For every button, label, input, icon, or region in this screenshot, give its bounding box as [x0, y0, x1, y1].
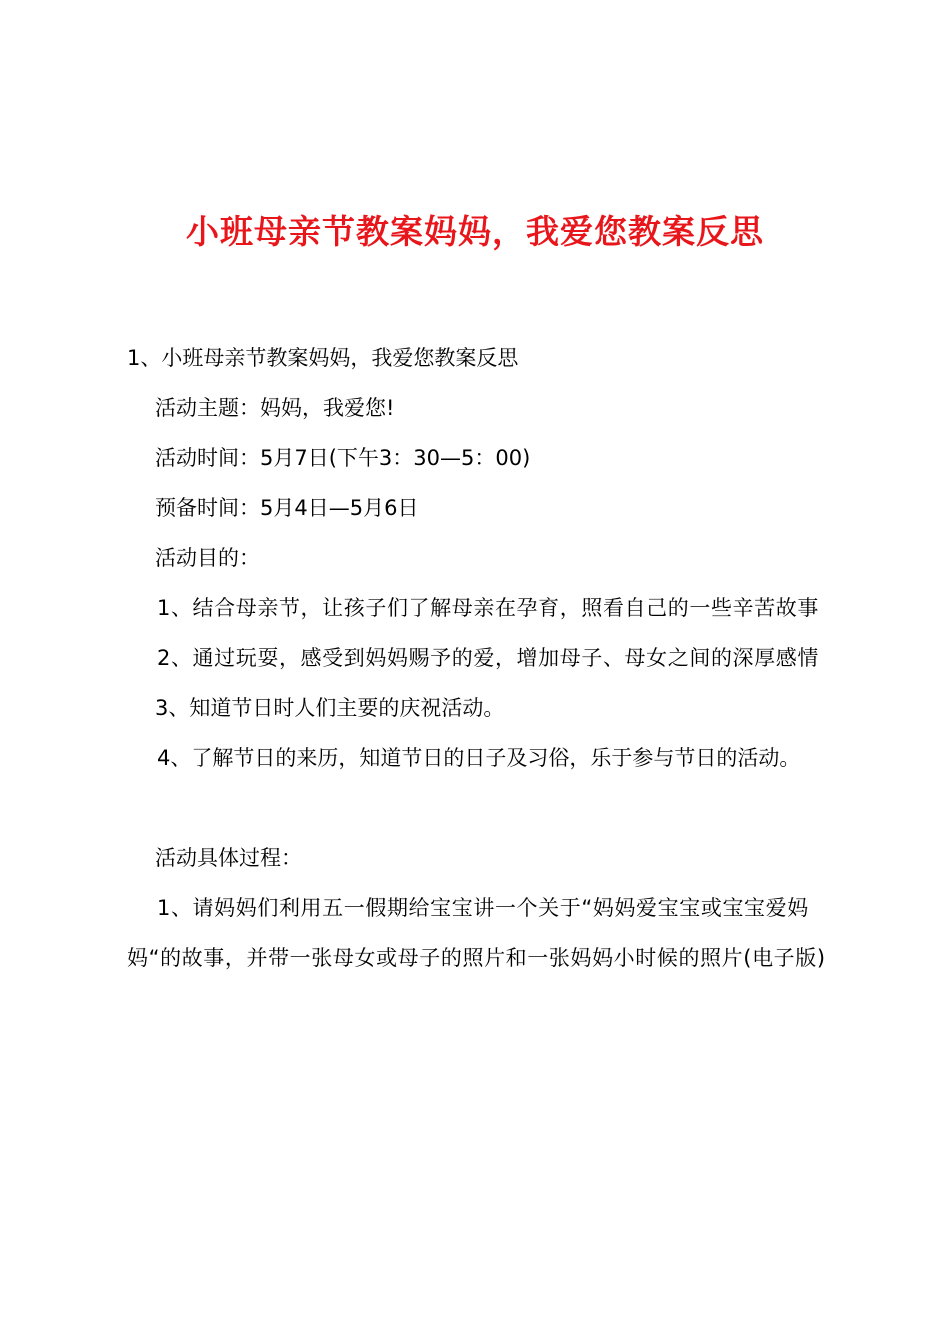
process-label: 活动具体过程： [155, 846, 302, 870]
goal-item: 4、了解节日的来历，知道节日的日子及习俗，乐于参与节日的活动。 [157, 746, 801, 770]
prep-time: 预备时间：5月4日—5月6日 [155, 496, 419, 520]
section-heading: 1、小班母亲节教案妈妈，我爱您教案反思 [127, 346, 519, 370]
goal-item: 2、通过玩耍，感受到妈妈赐予的爱，增加母子、母女之间的深厚感情 [157, 646, 819, 670]
process-item: 1、请妈妈们利用五一假期给宝宝讲一个关于“妈妈爱宝宝或宝宝爱妈妈“的故事，并带一张母女或母子的照片和一张妈妈小时候的照片(电子版) [127, 896, 826, 970]
goals-label: 活动目的： [155, 546, 260, 570]
goal-item: 3、知道节日时人们主要的庆祝活动。 [155, 696, 505, 720]
document-body [127, 333, 837, 983]
activity-theme: 活动主题：妈妈，我爱您! [155, 396, 395, 420]
goal-item: 1、结合母亲节，让孩子们了解母亲在孕育，照看自己的一些辛苦故事 [157, 596, 819, 620]
document-title: 小班母亲节教案妈妈，我爱您教案反思 [186, 212, 764, 251]
activity-time: 活动时间：5月7日(下午3：30—5：00) [155, 446, 531, 470]
paragraph-gap [127, 783, 837, 833]
